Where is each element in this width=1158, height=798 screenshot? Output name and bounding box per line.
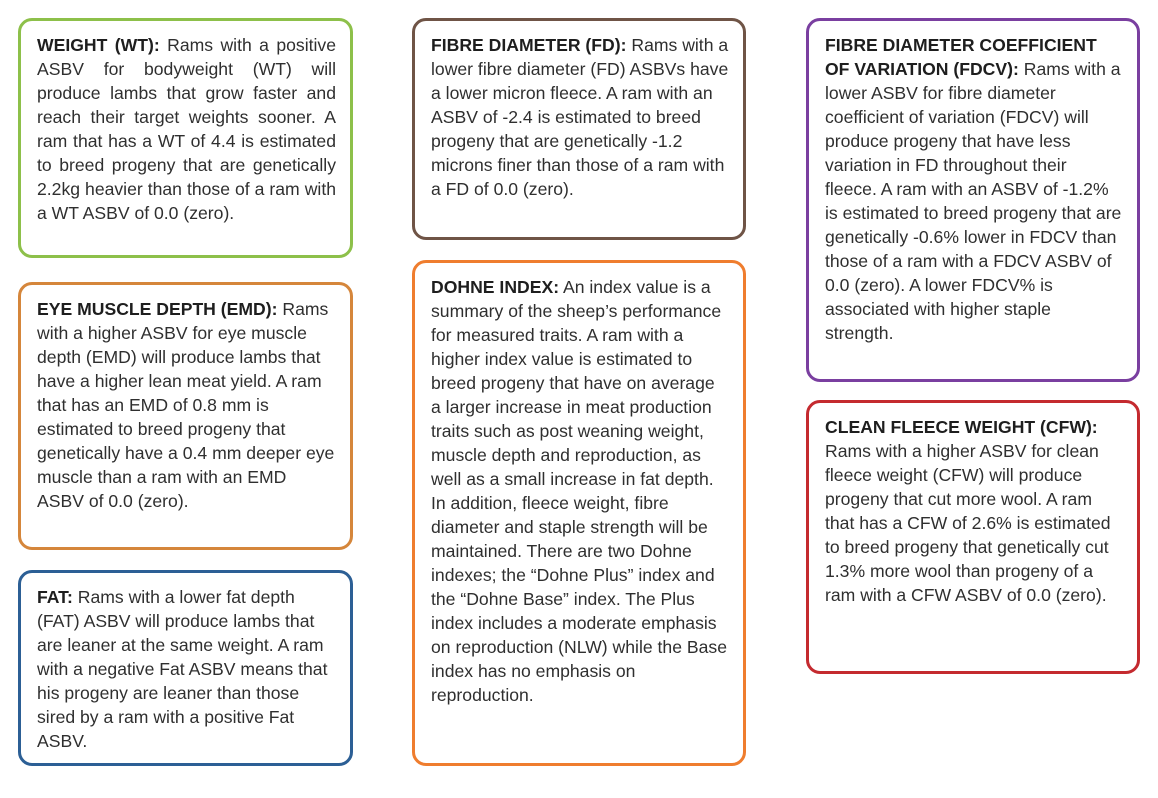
- cfw-title: CLEAN FLEECE WEIGHT (CFW):: [825, 417, 1098, 437]
- fd-text: [431, 33, 729, 201]
- fd-title: FIBRE DIAMETER (FD):: [431, 35, 627, 55]
- dohne-title: DOHNE INDEX:: [431, 277, 560, 297]
- eye-muscle-depth-card: [18, 282, 353, 550]
- weight-body: Rams with a positive ASBV for bodyweight (WT) will produce lambs that grow faster and reach their target weights sooner. A ram that has a WT of 4.4 is estimated to breed progeny that are genetically 2.2kg heavier than those of a ram with a WT ASBV of 0.0 (zero).: [37, 35, 336, 223]
- weight-card: [18, 18, 353, 258]
- cfw-body: Rams with a higher ASBV for clean fleece weight (CFW) will produce progeny that cut more wool. A ram that has a CFW of 2.6% is estimated to breed progeny that genetically cut 1.3% more wool than progeny of a ram with a CFW ASBV of 0.0 (zero).: [825, 441, 1111, 605]
- emd-text: [37, 297, 336, 513]
- cfw-text: [825, 415, 1123, 607]
- dohne-index-card: [412, 260, 746, 766]
- fat-body: Rams with a lower fat depth (FAT) ASBV will produce lambs that are leaner at the same weight. A ram with a negative Fat ASBV means that his progeny are leaner than those sired by a ram with a positive Fat ASBV.: [37, 587, 328, 751]
- fdcv-body: Rams with a lower ASBV for fibre diameter coefficient of variation (FDCV) will produce progeny that have less variation in FD throughout their fleece. A ram with an ASBV of -1.2% is estimated to breed progeny that are genetically -0.6% lower in FDCV than those of a ram with a FDCV ASBV of 0.0 (zero). A lower FDCV% is associated with higher staple strength.: [825, 59, 1122, 343]
- fibre-diameter-card: [412, 18, 746, 240]
- weight-title: WEIGHT (WT):: [37, 35, 160, 55]
- fdcv-card: [806, 18, 1140, 382]
- weight-text: [37, 33, 336, 225]
- emd-body: Rams with a higher ASBV for eye muscle depth (EMD) will produce lambs that have a higher lean meat yield. A ram that has an EMD of 0.8 mm is estimated to breed progeny that genetically have a 0.4 mm deeper eye muscle than a ram with an EMD ASBV of 0.0 (zero).: [37, 299, 335, 511]
- clean-fleece-weight-card: [806, 400, 1140, 674]
- fat-card: [18, 570, 353, 766]
- emd-title: EYE MUSCLE DEPTH (EMD):: [37, 299, 278, 319]
- fd-body: Rams with a lower fibre diameter (FD) ASBVs have a lower micron fleece. A ram with an ASBV of -2.4 is estimated to breed progeny that are genetically -1.2 microns finer than those of a ram with a FD of 0.0 (zero).: [431, 35, 729, 199]
- dohne-text: [431, 275, 729, 707]
- fat-text: [37, 585, 336, 753]
- dohne-body: An index value is a summary of the sheep’s performance for measured traits. A ram with a higher index value is estimated to breed progeny that have on average a larger increase in meat production traits such as post weaning weight, muscle depth and reproduction, as well as a small increase in fat depth. In addition, fleece weight, fibre diameter and staple strength will be maintained. There are two Dohne indexes; the “Dohne Plus” index and the “Dohne Base” index. The Plus index includes a moderate emphasis on reproduction (NLW) while the Base index has no emphasis on reproduction.: [431, 277, 727, 705]
- fat-title: FAT:: [37, 587, 73, 607]
- fdcv-text: [825, 33, 1123, 345]
- fdcv-title: FIBRE DIAMETER COEFFICIENT OF VARIATION (FDCV):: [825, 35, 1097, 79]
